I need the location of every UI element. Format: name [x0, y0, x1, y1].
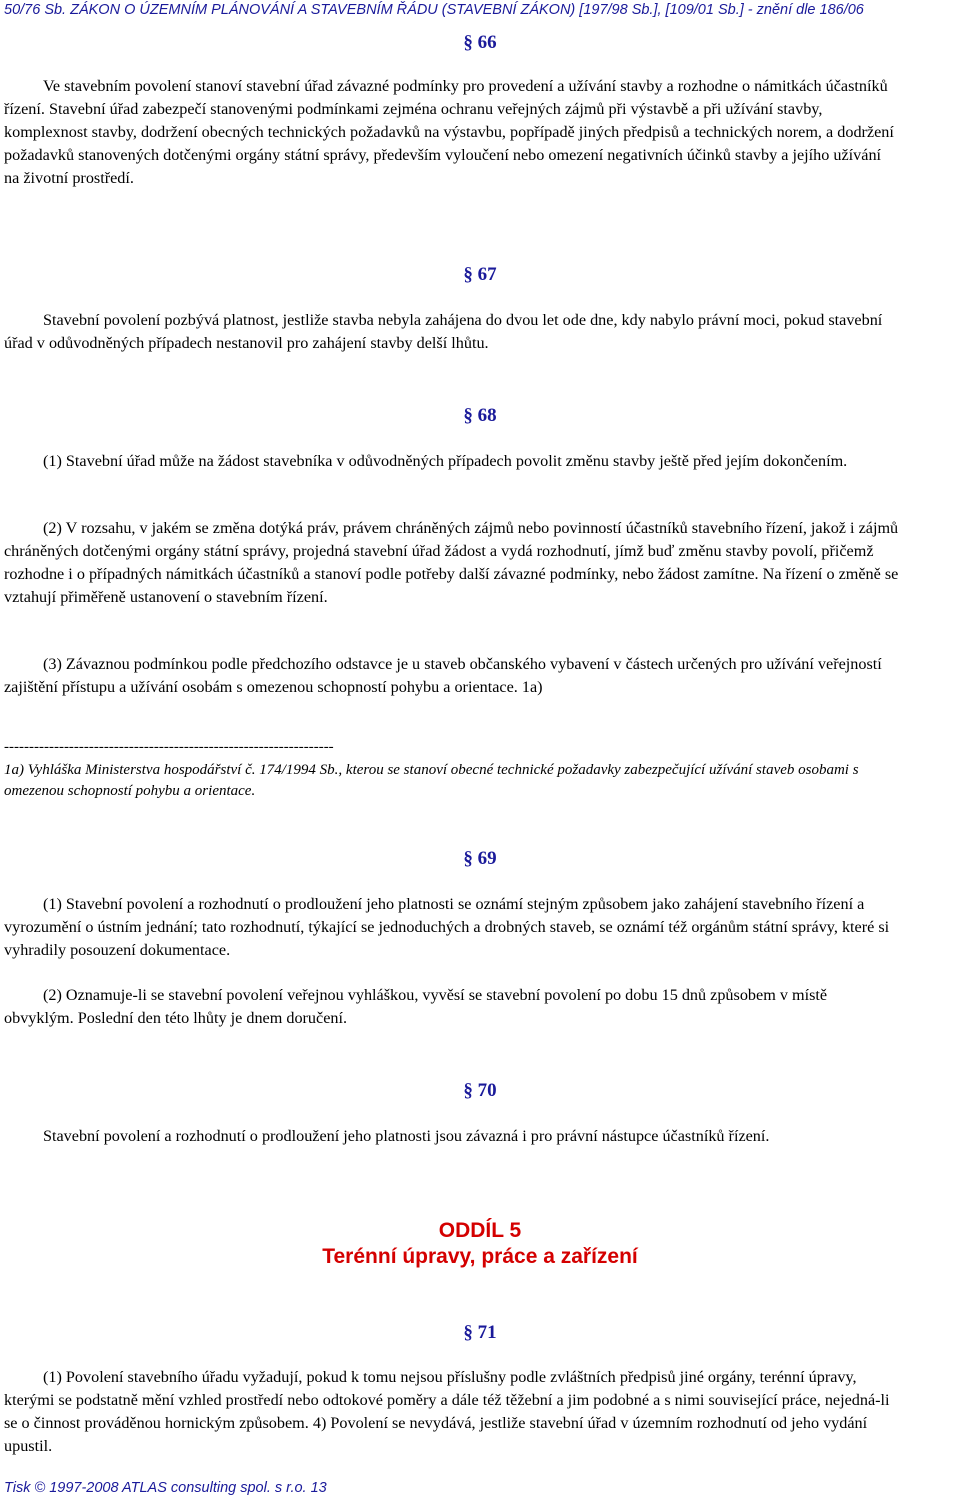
section-67-paragraph: Stavební povolení pozbývá platnost, jestliže stavba nebyla zahájena do dvou let ode dne, kdy nabylo právní moci, pokud stavební úřad v odůvodněných případech nestanovil pro zahájení stavby delší lhůtu.: [4, 311, 883, 352]
section-66-title: § 66: [463, 32, 497, 53]
section-68-paragraph-2: (2) V rozsahu, v jakém se změna dotýká práv, právem chráněných zájmů nebo povinností účastníků stavebního řízení, jakož i zájmů chráněných dotčenými orgány státní správy, projedná stavební úřad žádost a vydá rozhodnutí, jímž buď změnu stavby povolí, přičemž rozhodne i o případných námitkách účastníků a stanoví podle potřeby další závazné podmínky, nebo žádost zamítne. Na řízení o změně se vztahují přiměřeně ustanovení o stavebním řízení.: [4, 519, 899, 606]
chapter-number: ODDÍL 5: [438, 1219, 522, 1242]
page-footer: Tisk © 1997-2008 ATLAS consulting spol. s r.o. 13: [4, 1480, 327, 1496]
section-70-title: § 70: [463, 1080, 497, 1101]
chapter-title: Terénní úpravy, práce a zařízení: [322, 1245, 638, 1268]
page-header: 50/76 Sb. ZÁKON O ÚZEMNÍM PLÁNOVÁNÍ A STAVEBNÍM ŘÁDU (STAVEBNÍ ZÁKON) [197/98 Sb.], [109/01 Sb.] - znění dle 186/06: [4, 2, 864, 18]
section-68-paragraph-1: (1) Stavební úřad může na žádost stavebníka v odůvodněných případech povolit změnu stavby ještě před jejím dokončením.: [43, 452, 848, 470]
section-68-title: § 68: [463, 405, 497, 426]
section-66-paragraph: Ve stavebním povolení stanoví stavební úřad závazné podmínky pro provedení a užívání stavby a rozhodne o námitkách účastníků řízení. Stavební úřad zabezpečí stanovenými podmínkami zejména ochranu veřejných zájmů při výstavbě a při užívání stavby, komplexnost stavby, dodržení obecných technických požadavků na výstavbu, popřípadě jiných předpisů a technických norem, a dodržení požadavků stanovených dotčenými orgány státní správy, především vyloučení nebo omezení negativních účinků stavby a jejího užívání na životní prostředí.: [4, 77, 894, 187]
section-71-title: § 71: [463, 1322, 497, 1343]
section-69-paragraph-1: (1) Stavební povolení a rozhodnutí o prodloužení jeho platnosti se oznámí stejným způsobem jako zahájení stavebního řízení a vyrozumění o ústním jednání; tato rozhodnutí, týkající se jednoduchých a drobných staveb, se oznámí též orgánům státní správy, které si vyhradily posouzení dokumentace.: [4, 895, 890, 959]
section-69-title: § 69: [463, 848, 497, 869]
section-69-paragraph-2: (2) Oznamuje-li se stavební povolení veřejnou vyhláškou, vyvěsí se stavební povolení po dobu 15 dnů způsobem v místě obvyklým. Poslední den této lhůty je dnem doručení.: [4, 986, 828, 1027]
section-71-paragraph: (1) Povolení stavebního úřadu vyžadují, pokud k tomu nejsou příslušny podle zvláštních předpisů jiné orgány, terénní úpravy, kterými se podstatně mění vzhled prostředí nebo odtokové poměry a dále též těžební a jim podobné a s nimi související práce, nejedná-li se o činnost prováděnou hornickým způsobem. 4) Povolení se nevydává, jestliže stavební úřad v územním rozhodnutí od jeho vydání upustil.: [4, 1368, 890, 1455]
footnote-separator: ------------------------------------------------------------------: [4, 739, 334, 755]
section-68-paragraph-3: (3) Závaznou podmínkou podle předchozího odstavce je u staveb občanského vybavení v částech určených pro užívání veřejností zajištění přístupu a užívání osobám s omezenou schopností pohybu a orientace. 1a): [4, 655, 882, 696]
section-67-title: § 67: [463, 264, 497, 285]
footnote-1a: 1a) Vyhláška Ministerstva hospodářství č. 174/1994 Sb., kterou se stanoví obecné technické požadavky zabezpečující užívání staveb osobami s omezenou schopností pohybu a orientace.: [4, 762, 859, 799]
section-70-paragraph: Stavební povolení a rozhodnutí o prodloužení jeho platnosti jsou závazná i pro právní nástupce účastníků řízení.: [43, 1127, 770, 1145]
